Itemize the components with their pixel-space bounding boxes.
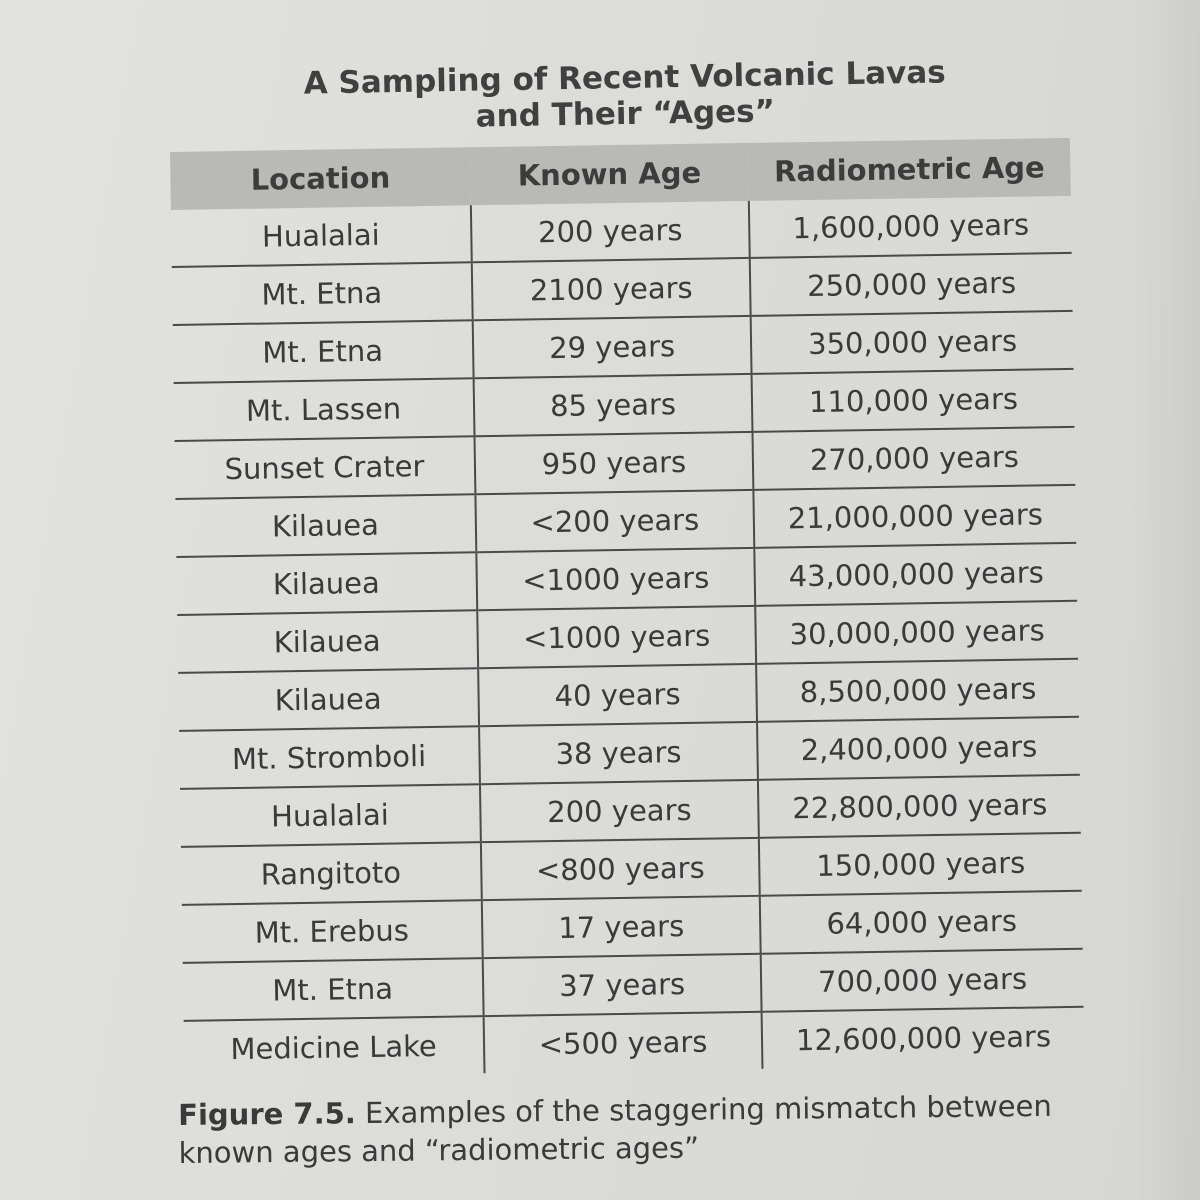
cell-radiometric-age: 12,600,000 years (795, 1019, 1052, 1058)
cell-radiometric-age: 2,400,000 years (757, 717, 1080, 780)
cell-known-age: <1000 years (477, 606, 756, 668)
cell-location: Mt. Lassen (174, 378, 475, 441)
cell-location: Medicine Lake (230, 1028, 437, 1067)
figure-caption (178, 1087, 1079, 1172)
cell-known-age: <800 years (481, 838, 760, 900)
cell-radiometric-age: 250,000 years (750, 253, 1073, 316)
cell-radiometric-age: 1,600,000 years (749, 196, 1072, 258)
cell-location: Kilauea (175, 494, 476, 557)
cell-known-age: <200 years (475, 490, 754, 552)
cell-known-age: 37 years (483, 954, 762, 1016)
cell-known-age: 200 years (471, 201, 750, 262)
cell-known-age: 38 years (479, 722, 758, 784)
cell-radiometric-age: 700,000 years (761, 949, 1084, 1012)
cell-location: Kilauea (177, 610, 478, 673)
cell-location: Mt. Erebus (182, 900, 483, 963)
cell-known-age: 40 years (478, 664, 757, 726)
volcanic-ages-table (170, 138, 1084, 1078)
cell-known-age: 950 years (475, 432, 754, 494)
caption-label: Figure 7.5. (178, 1096, 356, 1132)
page-shadow (1130, 0, 1200, 1200)
cell-radiometric-age: 110,000 years (752, 369, 1075, 432)
cell-location: Mt. Stromboli (179, 726, 480, 789)
cell-location: Sunset Crater (175, 436, 476, 499)
cell-location: Mt. Etna (183, 958, 484, 1021)
cell-known-age: 85 years (474, 374, 753, 436)
caption-text: Examples of the staggering mismatch between (355, 1088, 1052, 1131)
cell-radiometric-age: 22,800,000 years (758, 775, 1081, 838)
cell-location: Kilauea (176, 552, 477, 615)
header-location: Location (170, 147, 471, 210)
table-body (171, 196, 1085, 1078)
table-container (170, 138, 1084, 1078)
cell-known-age: 200 years (480, 780, 759, 842)
cell-location: Mt. Etna (172, 262, 473, 325)
cell-known-age: <1000 years (476, 548, 755, 610)
cell-radiometric-age: 270,000 years (752, 427, 1075, 490)
cell-known-age: 29 years (473, 316, 752, 378)
cell-radiometric-age: 8,500,000 years (756, 659, 1079, 722)
cell-location: Mt. Etna (173, 320, 474, 383)
cell-location: Kilauea (178, 668, 479, 731)
cell-location: Hualalai (171, 205, 472, 267)
cell-radiometric-age: 64,000 years (760, 891, 1083, 954)
caption-line-2: known ages and “radiometric ages” (178, 1130, 700, 1170)
header-known-age: Known Age (470, 143, 749, 205)
cell-location: Hualalai (180, 784, 481, 847)
cell-known-age: 17 years (482, 896, 761, 958)
cell-radiometric-age: 150,000 years (759, 833, 1082, 896)
cell-radiometric-age: 350,000 years (751, 311, 1074, 374)
cell-radiometric-age: 30,000,000 years (755, 601, 1078, 664)
cell-known-age: 2100 years (472, 258, 751, 320)
title-line-1: A Sampling of Recent Volcanic Lavas (303, 54, 946, 102)
table-title (189, 52, 1060, 139)
cell-location: Rangitoto (181, 842, 482, 905)
cell-radiometric-age: 21,000,000 years (753, 485, 1076, 548)
title-line-2: and Their “Ages” (475, 93, 776, 135)
cell-radiometric-age: 43,000,000 years (754, 543, 1077, 606)
cell-known-age: <500 years (484, 1012, 763, 1073)
header-radiometric-age: Radiometric Age (748, 138, 1071, 201)
